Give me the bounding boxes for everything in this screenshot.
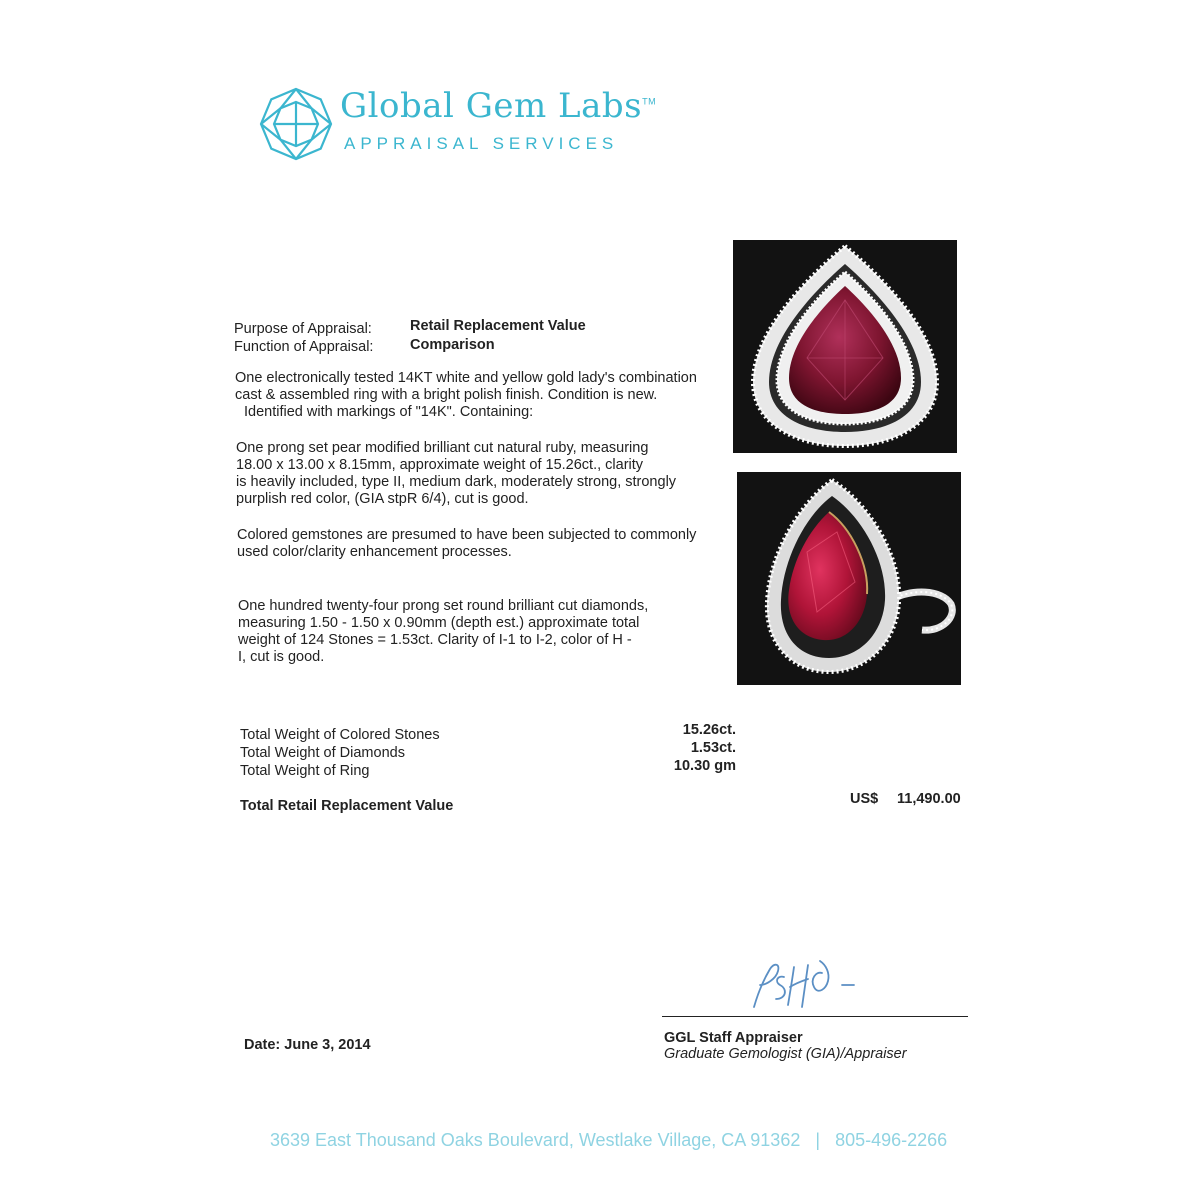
text-line: One prong set pear modified brilliant cut natural ruby, measuring bbox=[236, 440, 649, 456]
signature-line bbox=[662, 1016, 968, 1017]
ring-photo-top bbox=[733, 240, 957, 453]
total-diamonds-label: Total Weight of Diamonds bbox=[240, 745, 405, 761]
text-line: Colored gemstones are presumed to have been subjected to commonly bbox=[237, 527, 697, 543]
text-line: purplish red color, (GIA stpR 6/4), cut is good. bbox=[236, 491, 529, 507]
total-diamonds-value: 1.53ct. bbox=[690, 740, 736, 756]
footer bbox=[270, 1130, 947, 1151]
text-line: 18.00 x 13.00 x 8.15mm, approximate weight of 15.26ct., clarity bbox=[236, 457, 644, 473]
retail-value-label: Total Retail Replacement Value bbox=[240, 798, 454, 814]
signature bbox=[730, 955, 870, 1015]
diamond-description bbox=[238, 598, 648, 666]
purpose-label: Purpose of Appraisal: bbox=[234, 321, 372, 337]
footer-phone: 805-496-2266 bbox=[835, 1130, 948, 1150]
total-ring-value: 10.30 gm bbox=[673, 758, 736, 774]
text-line: One hundred twenty-four prong set round brilliant cut diamonds, bbox=[238, 598, 649, 614]
appraiser-credential: Graduate Gemologist (GIA)/Appraiser bbox=[664, 1046, 907, 1062]
text-line: cast & assembled ring with a bright polish finish. Condition is new. bbox=[235, 387, 658, 403]
text-line: measuring 1.50 - 1.50 x 0.90mm (depth est.) approximate total bbox=[238, 615, 640, 631]
total-ring-label: Total Weight of Ring bbox=[240, 763, 370, 779]
function-value: Comparison bbox=[410, 337, 495, 353]
totals-values bbox=[620, 722, 736, 776]
ring-photo-side bbox=[737, 472, 961, 685]
text-line: is heavily included, type II, medium dark, moderately strong, strongly bbox=[236, 474, 677, 490]
purpose-value: Retail Replacement Value bbox=[410, 318, 586, 334]
total-colored-stones-label: Total Weight of Colored Stones bbox=[240, 727, 440, 743]
trademark: TM bbox=[642, 96, 657, 107]
logo-emblem bbox=[258, 86, 334, 162]
total-colored-stones-value: 15.26ct. bbox=[682, 722, 736, 738]
ring-description bbox=[235, 370, 697, 421]
brand-name: Global Gem Labs bbox=[340, 86, 643, 126]
text-line: One electronically tested 14KT white and yellow gold lady's combination bbox=[235, 370, 697, 386]
date: Date: June 3, 2014 bbox=[244, 1037, 371, 1053]
treatment-note bbox=[237, 527, 696, 561]
totals-labels bbox=[240, 727, 440, 781]
retail-value-amount: 11,490.00 bbox=[897, 791, 961, 807]
text-line: used color/clarity enhancement processes. bbox=[237, 544, 512, 560]
appraiser-title: GGL Staff Appraiser bbox=[664, 1030, 803, 1046]
ruby-description bbox=[236, 440, 676, 508]
brand-subtitle: APPRAISAL SERVICES bbox=[344, 134, 619, 153]
text-line: weight of 124 Stones = 1.53ct. Clarity of I-1 to I-2, color of H - bbox=[238, 632, 632, 648]
text-line: Identified with markings of "14K". Containing: bbox=[244, 404, 534, 420]
text-line: I, cut is good. bbox=[238, 649, 325, 665]
currency-label: US$ bbox=[850, 791, 879, 807]
footer-address: 3639 East Thousand Oaks Boulevard, Westlake Village, CA 91362 bbox=[270, 1130, 801, 1150]
function-label: Function of Appraisal: bbox=[234, 339, 374, 355]
footer-separator: | bbox=[815, 1130, 821, 1150]
